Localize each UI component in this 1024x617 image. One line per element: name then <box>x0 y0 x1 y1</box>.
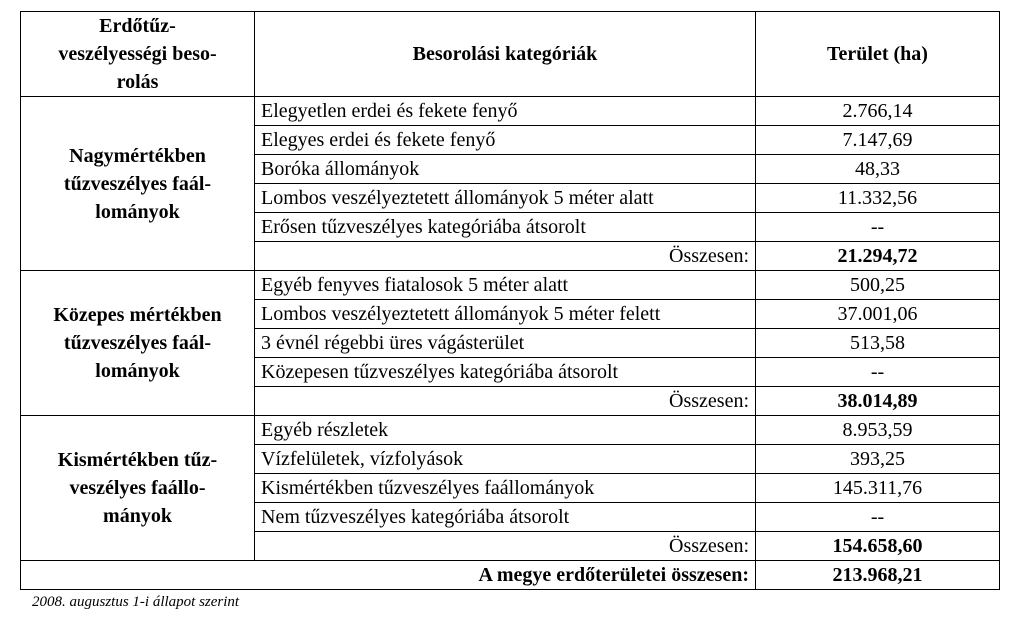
table-row <box>21 271 1000 300</box>
group-name-line: Közepes mértékben <box>53 304 222 326</box>
group-name <box>21 416 255 561</box>
group-name-line: Nagymértékben <box>69 144 206 167</box>
area-cell: 393,25 <box>756 445 1000 474</box>
category-cell: Elegyes erdei és fekete fenyő <box>255 126 756 155</box>
grand-total-label: A megye erdőterületei összesen: <box>21 561 756 590</box>
area-cell: 513,58 <box>756 329 1000 358</box>
category-cell: Közepesen tűzveszélyes kategóriába átsorolt <box>255 358 756 387</box>
subtotal-value: 21.294,72 <box>756 242 1000 271</box>
group-name-line: mányok <box>103 505 172 527</box>
group-name-line: tűzveszélyes faál- <box>63 332 212 354</box>
subtotal-value: 38.014,89 <box>756 387 1000 416</box>
header-area: Terület (ha) <box>756 12 1000 97</box>
area-cell: 8.953,59 <box>756 416 1000 445</box>
category-cell: Lombos veszélyeztetett állományok 5 méter felett <box>255 300 756 329</box>
category-cell: Lombos veszélyeztetett állományok 5 méter alatt <box>255 184 756 213</box>
grand-total-row <box>21 561 1000 590</box>
area-cell: -- <box>756 213 1000 242</box>
header-classification-line: rolás <box>116 71 159 93</box>
area-cell: 7.147,69 <box>756 126 1000 155</box>
header-classification <box>21 12 255 97</box>
category-cell: 3 évnél régebbi üres vágásterület <box>255 329 756 358</box>
category-cell: Egyéb részletek <box>255 416 756 445</box>
table-row <box>21 97 1000 126</box>
category-cell: Egyéb fenyves fiatalosok 5 méter alatt <box>255 271 756 300</box>
category-cell: Vízfelületek, vízfolyások <box>255 445 756 474</box>
subtotal-label: Összesen: <box>255 532 756 561</box>
table-row <box>21 416 1000 445</box>
header-classification-line: Erdőtűz- <box>99 15 176 37</box>
group-name-line: lományok <box>95 200 180 223</box>
subtotal-value: 154.658,60 <box>756 532 1000 561</box>
footnote: 2008. augusztus 1-i állapot szerint <box>32 594 240 610</box>
group-name-line: lományok <box>95 360 180 382</box>
category-cell: Nem tűzveszélyes kategóriába átsorolt <box>255 503 756 532</box>
category-cell: Erősen tűzveszélyes kategóriába átsorolt <box>255 213 756 242</box>
header-classification-line: veszélyességi beso- <box>58 43 217 65</box>
area-cell: 11.332,56 <box>756 184 1000 213</box>
group-name-line: tűzveszélyes faál- <box>63 172 212 195</box>
area-cell: 500,25 <box>756 271 1000 300</box>
group-name-line: Kismértékben tűz- <box>57 449 218 471</box>
area-cell: 145.311,76 <box>756 474 1000 503</box>
group-name <box>21 97 255 271</box>
subtotal-label: Összesen: <box>255 242 756 271</box>
area-cell: -- <box>756 503 1000 532</box>
header-row <box>21 12 1000 97</box>
group-name-line: veszélyes faállo- <box>69 477 206 499</box>
area-cell: 37.001,06 <box>756 300 1000 329</box>
grand-total-value: 213.968,21 <box>756 561 1000 590</box>
category-cell: Kismértékben tűzveszélyes faállományok <box>255 474 756 503</box>
category-cell: Boróka állományok <box>255 155 756 184</box>
group-name <box>21 271 255 416</box>
area-cell: -- <box>756 358 1000 387</box>
category-cell: Elegyetlen erdei és fekete fenyő <box>255 97 756 126</box>
subtotal-label: Összesen: <box>255 387 756 416</box>
area-cell: 48,33 <box>756 155 1000 184</box>
header-categories: Besorolási kategóriák <box>255 12 756 97</box>
area-cell: 2.766,14 <box>756 97 1000 126</box>
forest-fire-risk-table <box>20 11 1000 590</box>
